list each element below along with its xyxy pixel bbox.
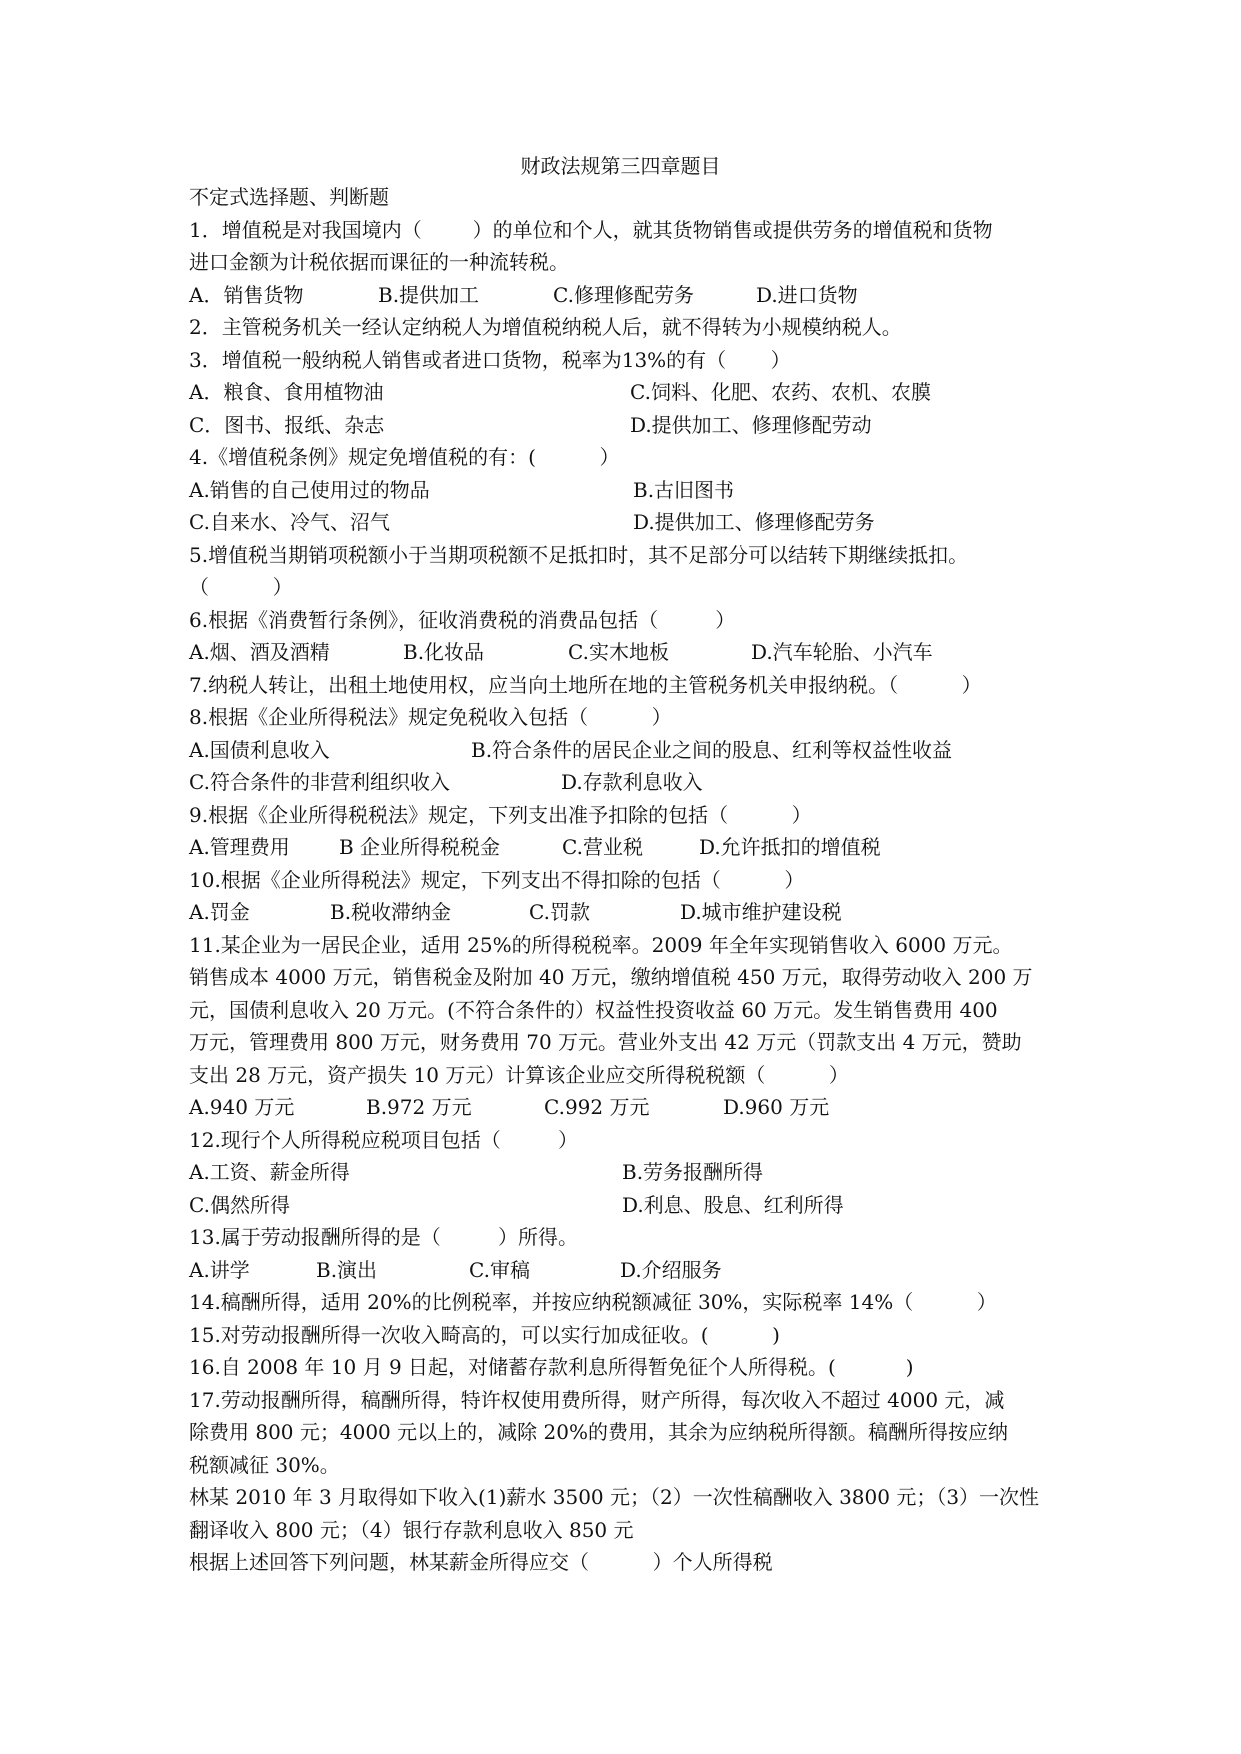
question-13: 13.属于劳动报酬所得的是（ ）所得。 <box>189 1225 579 1249</box>
question-3: 3．增值税一般纳税人销售或者进口货物，税率为13%的有（ ） <box>189 347 791 372</box>
option-b: B.劳务报酬所得 <box>622 1160 764 1184</box>
option-a: A．销售货物 <box>189 282 304 307</box>
option-d: D.利息、股息、红利所得 <box>622 1192 844 1217</box>
question-8-options-row-2 <box>189 766 1069 799</box>
question-11-line-2: 销售成本 4000 万元，销售税金及附加 40 万元，缴纳增值税 450 万元，取得劳动收入 200 万 <box>189 965 1033 989</box>
option-c: C.修理修配劳务 <box>553 282 694 307</box>
option-c: C.992 万元 <box>544 1095 650 1119</box>
option-c: C.符合条件的非营利组织收入 <box>189 770 450 794</box>
option-a: A.国债利息收入 <box>189 737 330 762</box>
option-c: C.营业税 <box>562 835 643 859</box>
question-13-options <box>189 1254 1069 1287</box>
option-b: B.演出 <box>316 1257 378 1282</box>
option-d: D.提供加工、修理修配劳动 <box>630 412 872 437</box>
question-11-line-3: 元，国债利息收入 20 万元。(不符合条件的）权益性投资收益 60 万元。发生销售费用 400 <box>189 997 998 1022</box>
question-4-options-row-1 <box>189 474 1069 507</box>
option-d: D.介绍服务 <box>620 1257 722 1282</box>
question-1-line-1: 1．增值税是对我国境内（ ）的单位和个人，就其货物销售或提供劳务的增值税和货物 <box>189 217 993 242</box>
question-1-options <box>189 279 1069 312</box>
option-d: D.汽车轮胎、小汽车 <box>751 640 933 664</box>
option-d: D.允许抵扣的增值税 <box>699 835 881 859</box>
question-12-options-row-2 <box>189 1189 1069 1222</box>
question-3-options-row-1 <box>189 376 1069 409</box>
question-17-line-2: 除费用 800 元；4000 元以上的，减除 20%的费用，其余为应纳税所得额。稿酬所得按应纳 <box>189 1420 1008 1444</box>
question-11-line-5: 支出 28 万元，资产损失 10 万元）计算该企业应交所得税税额（ ） <box>189 1062 849 1087</box>
question-11-line-4: 万元，管理费用 800 万元，财务费用 70 万元。营业外支出 42 万元（罚款支出 4 万元，赞助 <box>189 1030 1022 1054</box>
option-c: C.饲料、化肥、农药、农机、农膜 <box>630 380 931 404</box>
question-15: 15.对劳动报酬所得一次收入畸高的，可以实行加成征收。( ) <box>189 1322 780 1347</box>
option-b: B.提供加工 <box>378 282 480 307</box>
case-line-2: 翻译收入 800 元；（4）银行存款利息收入 850 元 <box>189 1517 634 1542</box>
option-c: C.罚款 <box>529 900 590 924</box>
question-14: 14.稿酬所得，适用 20%的比例税率，并按应纳税额减征 30%，实际税率 14%（ ） <box>189 1290 997 1314</box>
option-a: A.销售的自己使用过的物品 <box>189 477 430 502</box>
question-6-options <box>189 636 1069 669</box>
question-10-options <box>189 896 1069 929</box>
case-question: 根据上述回答下列问题，林某薪金所得应交（ ）个人所得税 <box>189 1550 773 1574</box>
option-a: A.管理费用 <box>189 835 290 859</box>
question-5-line-2: （ ） <box>189 575 293 599</box>
option-c: C．图书、报纸、杂志 <box>189 412 385 437</box>
question-8: 8.根据《企业所得税法》规定免税收入包括（ ） <box>189 705 672 729</box>
option-d: D.城市维护建设税 <box>680 900 842 924</box>
question-12-options-row-1 <box>189 1156 1069 1189</box>
question-9: 9.根据《企业所得税税法》规定，下列支出准予扣除的包括（ ） <box>189 802 812 827</box>
question-17-line-3: 税额减征 30%。 <box>189 1452 340 1477</box>
option-b: B.化妆品 <box>403 640 485 664</box>
question-6: 6.根据《消费暂行条例》，征收消费税的消费品包括（ ） <box>189 607 736 632</box>
option-b: B.972 万元 <box>366 1095 472 1119</box>
option-b: B 企业所得税税金 <box>339 835 501 859</box>
option-a: A.工资、薪金所得 <box>189 1160 350 1184</box>
question-7: 7.纳税人转让，出租土地使用权，应当向土地所在地的主管税务机关申报纳税。（ ） <box>189 672 982 697</box>
question-4: 4.《增值税条例》规定免增值税的有：( ） <box>189 445 620 469</box>
question-3-options-row-2 <box>189 409 1069 442</box>
option-c: C.实木地板 <box>568 640 669 664</box>
option-c: C.自来水、冷气、沼气 <box>189 510 390 534</box>
question-4-options-row-2 <box>189 506 1069 539</box>
question-10: 10.根据《企业所得税法》规定，下列支出不得扣除的包括（ ） <box>189 867 805 892</box>
option-c: C.审稿 <box>469 1257 530 1282</box>
option-a: A.940 万元 <box>189 1095 295 1119</box>
question-11-line-1: 11.某企业为一居民企业，适用 25%的所得税税率。2009 年全年实现销售收入 6000 万元。 <box>189 932 1013 957</box>
question-17-line-1: 17.劳动报酬所得，稿酬所得，特许权使用费所得，财产所得，每次收入不超过 4000 元，减 <box>189 1387 1005 1412</box>
option-d: D.提供加工、修理修配劳务 <box>633 510 875 534</box>
case-line-1: 林某 2010 年 3 月取得如下收入(1)薪水 3500 元；（2）一次性稿酬收入 3800 元；（3）一次性 <box>189 1485 1040 1509</box>
option-a: A.罚金 <box>189 900 250 924</box>
document-body <box>189 181 1069 1579</box>
option-c: C.偶然所得 <box>189 1192 290 1217</box>
question-5-line-1: 5.增值税当期销项税额小于当期项税额不足抵扣时，其不足部分可以结转下期继续抵扣。 <box>189 542 969 567</box>
question-12: 12.现行个人所得税应税项目包括（ ） <box>189 1127 579 1152</box>
option-b: B.税收滞纳金 <box>330 900 452 924</box>
option-b: B.古旧图书 <box>633 477 735 502</box>
option-d: D.存款利息收入 <box>561 770 703 794</box>
option-a: A.讲学 <box>189 1257 250 1282</box>
option-a: A.烟、酒及酒精 <box>189 640 330 664</box>
question-16: 16.自 2008 年 10 月 9 日起，对储蓄存款利息所得暂免征个人所得税。( ) <box>189 1355 914 1379</box>
option-d: D.进口货物 <box>756 282 858 307</box>
option-b: B.符合条件的居民企业之间的股息、红利等权益性收益 <box>471 737 953 762</box>
option-a: A．粮食、食用植物油 <box>189 380 384 404</box>
question-11-options <box>189 1091 1069 1124</box>
question-2: 2．主管税务机关一经认定纳税人为增值税纳税人后，就不得转为小规模纳税人。 <box>189 315 902 339</box>
option-d: D.960 万元 <box>723 1095 830 1119</box>
question-8-options-row-1 <box>189 734 1069 767</box>
question-9-options <box>189 831 1069 864</box>
question-1-line-2: 进口金额为计税依据而课征的一种流转税。 <box>189 250 569 274</box>
section-heading: 不定式选择题、判断题 <box>189 185 389 209</box>
page-title: 财政法规第三四章题目 <box>520 154 721 178</box>
